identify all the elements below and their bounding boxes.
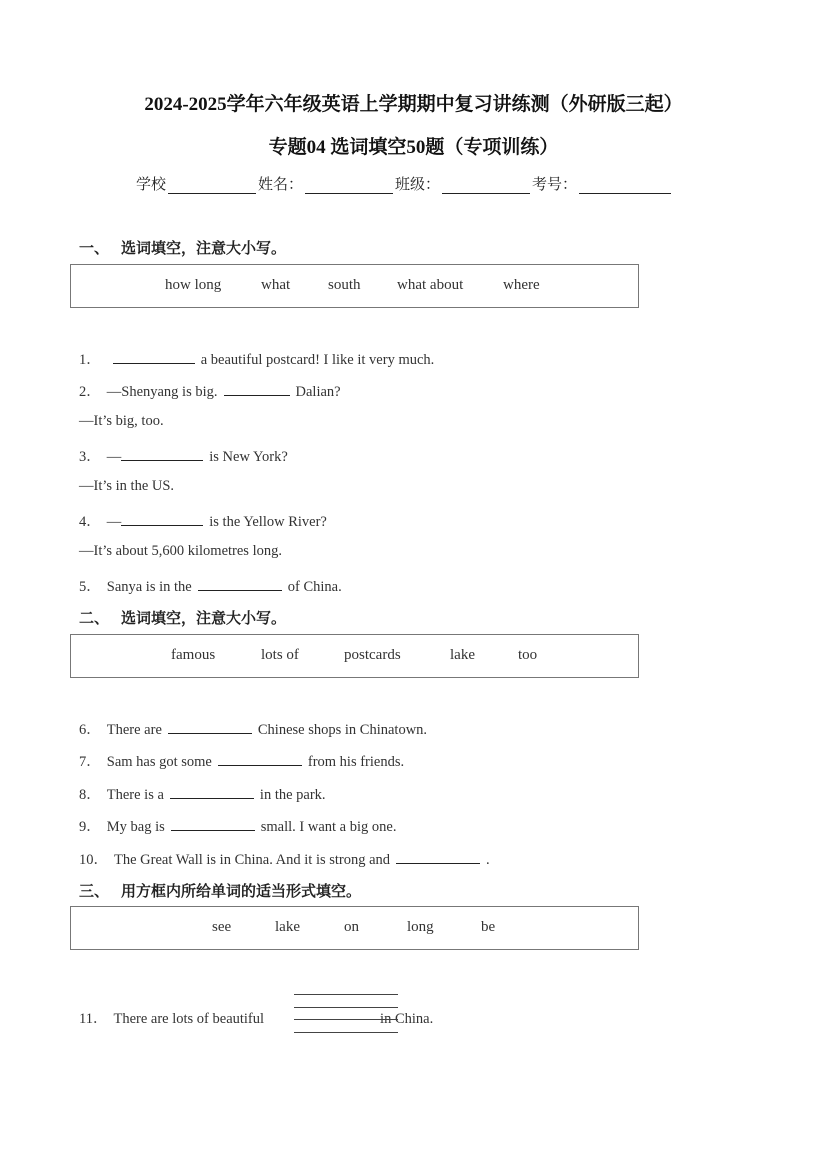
question-text: —It’s about 5,600 kilometres long. xyxy=(79,543,282,559)
exam-number-blank[interactable] xyxy=(579,177,671,194)
name-blank[interactable] xyxy=(305,177,393,194)
question-item xyxy=(79,1007,433,1028)
answer-blank-line[interactable] xyxy=(294,1032,398,1033)
question-text: — xyxy=(106,514,122,530)
question-item xyxy=(79,348,434,369)
section-heading xyxy=(79,880,361,901)
document-subtitle: 专题04 选词填空50题（专项训练） xyxy=(268,137,559,158)
question-number: 8． xyxy=(79,787,101,803)
word-bank-item: famous xyxy=(171,647,216,663)
question-item xyxy=(79,575,342,596)
question-number: 9． xyxy=(79,819,101,835)
question-text: The Great Wall is in China. And it is strong and xyxy=(114,852,391,868)
word-bank-box xyxy=(70,634,639,678)
word-bank-item: how long xyxy=(165,277,222,293)
word-bank-item: where xyxy=(503,277,540,293)
question-text: in the park. xyxy=(259,787,326,803)
word-bank-item: be xyxy=(481,919,496,935)
answer-blank[interactable] xyxy=(171,816,255,831)
section-number: 三、 xyxy=(79,884,110,900)
question-text: Sam has got some xyxy=(106,754,212,770)
answer-line xyxy=(79,543,282,560)
question-text: There is a xyxy=(106,787,164,803)
question-number: 2． xyxy=(79,384,101,400)
word-bank-item: see xyxy=(212,919,232,935)
word-bank-box xyxy=(70,906,639,950)
question-text: . xyxy=(486,852,490,868)
answer-blank[interactable] xyxy=(218,751,302,766)
question-text: My bag is xyxy=(106,819,165,835)
section-heading xyxy=(79,607,286,628)
class-label: 班级： xyxy=(395,177,441,193)
section-number: 二、 xyxy=(79,611,110,627)
question-number: 7． xyxy=(79,754,101,770)
word-bank-item: on xyxy=(344,919,359,935)
question-text: Sanya is in the xyxy=(106,579,192,595)
word-bank-item: lots of xyxy=(261,647,299,663)
question-text: —It’s in the US. xyxy=(79,478,175,494)
question-text: small. I want a big one. xyxy=(260,819,397,835)
word-bank-item: too xyxy=(518,647,538,663)
question-text: is New York? xyxy=(209,449,288,465)
answer-blank[interactable] xyxy=(121,511,203,526)
answer-line xyxy=(79,413,164,430)
answer-line xyxy=(79,478,174,495)
question-number: 6． xyxy=(79,722,101,738)
question-text: Dalian? xyxy=(295,384,341,400)
question-text: in China. xyxy=(380,1011,434,1027)
question-number: 11． xyxy=(79,1011,108,1027)
question-number: 4． xyxy=(79,514,101,530)
answer-blank[interactable] xyxy=(270,1009,374,1023)
question-item xyxy=(79,848,490,869)
answer-blank[interactable] xyxy=(121,446,203,461)
question-item xyxy=(79,815,396,836)
student-info-row xyxy=(136,173,673,194)
answer-blank[interactable] xyxy=(198,576,282,591)
question-text: There are lots of beautiful xyxy=(113,1011,265,1027)
word-bank-item: lake xyxy=(450,647,475,663)
answer-blank[interactable] xyxy=(396,849,480,864)
question-item xyxy=(79,783,326,804)
question-text: from his friends. xyxy=(307,754,405,770)
word-bank-item: what xyxy=(261,277,291,293)
question-text: — xyxy=(106,449,122,465)
question-text: There are xyxy=(106,722,162,738)
word-bank-item: what about xyxy=(397,277,464,293)
section-number: 一、 xyxy=(79,241,110,257)
question-item xyxy=(79,718,427,739)
question-text: is the Yellow River? xyxy=(209,514,327,530)
question-text: —It’s big, too. xyxy=(79,413,164,429)
section-instruction: 用方框内所给单词的适当形式填空。 xyxy=(121,884,362,900)
question-item xyxy=(79,380,341,401)
question-number: 1． xyxy=(79,352,101,368)
word-bank-item: lake xyxy=(275,919,300,935)
exam-number-label: 考号： xyxy=(532,177,578,193)
question-number: 3． xyxy=(79,449,101,465)
answer-blank[interactable] xyxy=(170,784,254,799)
class-blank[interactable] xyxy=(442,177,530,194)
question-text: a beautiful postcard! I like it very much. xyxy=(200,352,435,368)
name-label: 姓名： xyxy=(258,177,304,193)
question-text: —Shenyang is big. xyxy=(106,384,218,400)
school-blank[interactable] xyxy=(168,177,256,194)
answer-blank-line[interactable] xyxy=(294,1019,398,1020)
answer-blank[interactable] xyxy=(113,349,195,364)
question-item xyxy=(79,750,404,771)
question-item xyxy=(79,445,288,466)
answer-blank[interactable] xyxy=(168,719,252,734)
question-number: 10． xyxy=(79,852,108,868)
answer-blank-line[interactable] xyxy=(294,994,398,995)
answer-blank-line[interactable] xyxy=(294,1007,398,1008)
section-heading xyxy=(79,237,286,258)
school-label: 学校 xyxy=(136,177,167,193)
section-instruction: 选词填空，注意大小写。 xyxy=(121,241,287,257)
section-instruction: 选词填空，注意大小写。 xyxy=(121,611,287,627)
question-text: Chinese shops in Chinatown. xyxy=(257,722,428,738)
question-number: 5． xyxy=(79,579,101,595)
question-item xyxy=(79,510,327,531)
word-bank-item: long xyxy=(407,919,434,935)
word-bank-item: postcards xyxy=(344,647,401,663)
document-title: 2024-2025学年六年级英语上学期期中复习讲练测（外研版三起） xyxy=(144,94,683,115)
answer-blank[interactable] xyxy=(224,381,290,396)
word-bank-box xyxy=(70,264,639,308)
question-text: of China. xyxy=(287,579,342,595)
word-bank-item: south xyxy=(328,277,361,293)
